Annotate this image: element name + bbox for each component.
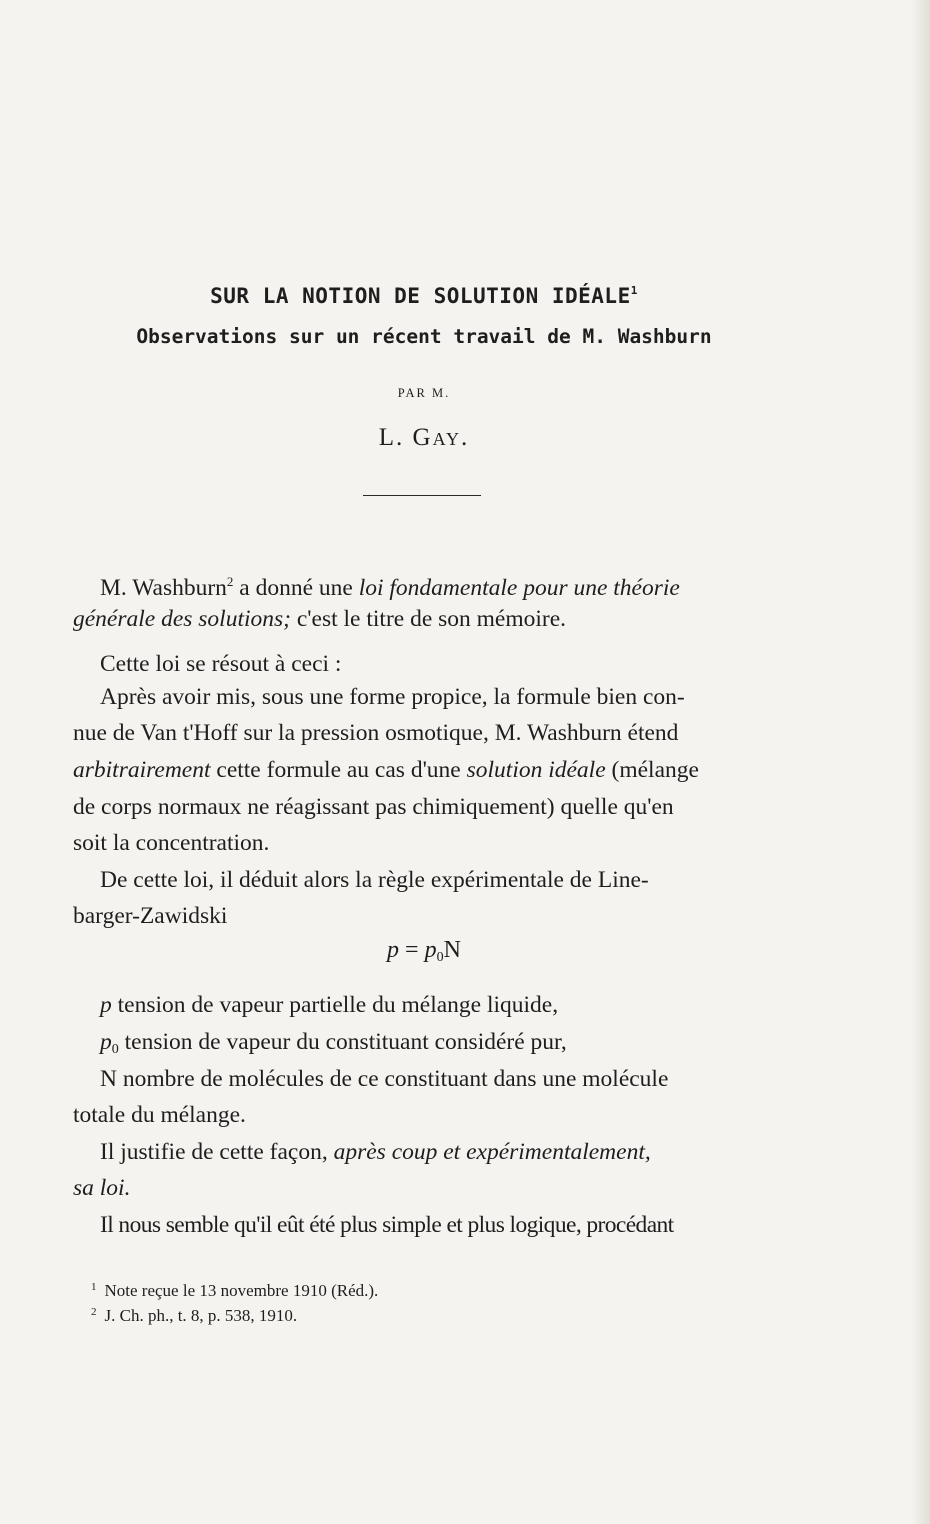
- footnote-2-mark: 2: [91, 1306, 97, 1318]
- paragraph-3-line-1: Après avoir mis, sous une forme propice, la formule bien con-: [100, 684, 685, 710]
- definition-p0: $p_0$ tension de vapeur du constituant considéré pur,: [100, 1029, 567, 1057]
- paragraph-4-line-2: barger-Zawidski: [73, 903, 228, 929]
- footnote-ref-2: 2: [226, 574, 234, 589]
- formula: $p = p_0N$: [387, 937, 461, 965]
- definition-N-line-2: totale du mélange.: [73, 1102, 246, 1128]
- footnote-2: [91, 1306, 297, 1326]
- paragraph-3-line-3: arbitrairement cette formule au cas d'une solution idéale (mélange: [73, 757, 699, 783]
- by-line: PAR M.: [397, 386, 451, 400]
- paragraph-6-line-1: Il nous semble qu'il eût été plus simple et plus logique, procédant: [100, 1212, 674, 1238]
- paragraph-3-line-4: de corps normaux ne réagissant pas chimiquement) quelle qu'en: [73, 794, 674, 820]
- author-name: L. Gay.: [378, 424, 470, 451]
- paragraph-5-line-1: Il justifie de cette façon, après coup et expérimentalement,: [100, 1139, 651, 1165]
- paragraph-2: Cette loi se résout à ceci :: [100, 651, 342, 677]
- title-footnote-mark: 1: [630, 284, 638, 297]
- footnote-2-text: J. Ch. ph., t. 8, p. 538, 1910.: [104, 1306, 298, 1325]
- paragraph-3-line-5: soit la concentration.: [73, 830, 270, 856]
- article-title: [0, 284, 848, 308]
- footnote-1-mark: 1: [91, 1281, 97, 1293]
- paragraph-1-line-1: M. Washburn$^2$ a donné une loi fondamentale pour une théorie: [100, 574, 680, 601]
- divider-rule: [363, 495, 481, 496]
- footnote-1-text: Note reçue le 13 novembre 1910 (Réd.).: [104, 1281, 379, 1300]
- article-subtitle: Observations sur un récent travail de M. Washburn: [136, 325, 712, 348]
- paragraph-4-line-1: De cette loi, il déduit alors la règle expérimentale de Line-: [100, 867, 649, 893]
- footnote-1: [91, 1281, 378, 1301]
- paragraph-5-line-2: sa loi.: [73, 1175, 131, 1201]
- paragraph-1-line-2: générale des solutions; c'est le titre de son mémoire.: [73, 606, 567, 632]
- definition-N-line-1: N nombre de molécules de ce constituant dans une molécule: [100, 1066, 669, 1092]
- page-edge-shadow: [912, 0, 930, 1524]
- title-text: SUR LA NOTION DE SOLUTION IDÉALE: [210, 284, 631, 308]
- paragraph-3-line-2: nue de Van t'Hoff sur la pression osmotique, M. Washburn étend: [73, 720, 679, 746]
- definition-p: p tension de vapeur partielle du mélange liquide,: [100, 992, 559, 1018]
